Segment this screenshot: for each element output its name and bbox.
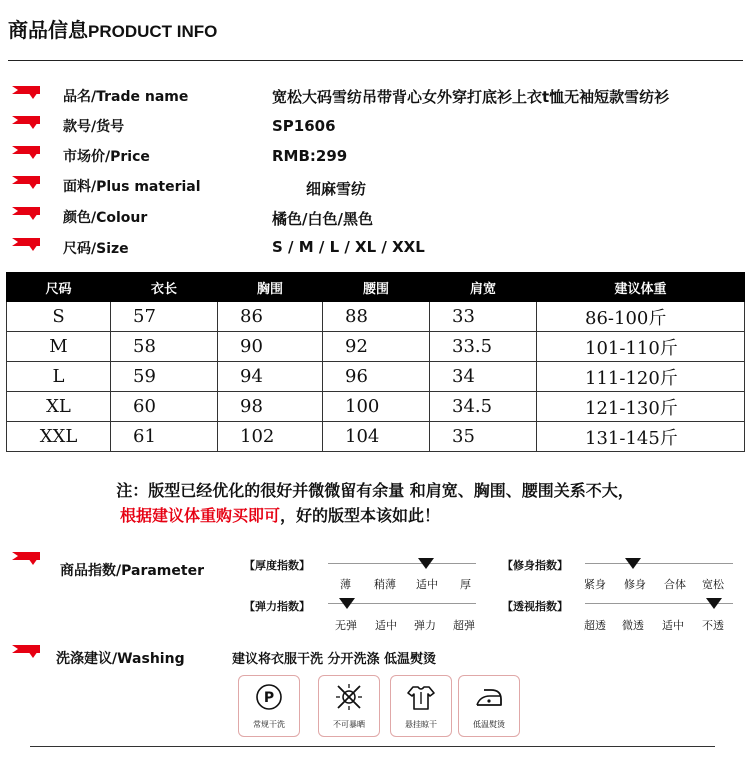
- table-cell: 33: [430, 302, 537, 332]
- transparency-indicator-icon: [706, 598, 722, 609]
- table-cell: 121-130斤: [537, 392, 745, 422]
- info-label-trade-name: 品名/Trade name: [63, 89, 189, 105]
- col-header-shoulder: 肩宽: [430, 273, 537, 302]
- elasticity-index-label: 【弹力指数】: [244, 600, 310, 613]
- fit-option: 宽松: [702, 578, 724, 591]
- table-cell: M: [7, 332, 111, 362]
- info-value-price: RMB:299: [272, 147, 348, 165]
- elasticity-option: 弹力: [414, 619, 436, 632]
- table-cell: 58: [111, 332, 218, 362]
- elasticity-indicator-icon: [339, 598, 355, 609]
- table-cell: 98: [218, 392, 323, 422]
- table-row: [7, 392, 745, 422]
- elasticity-option: 超弹: [453, 619, 475, 632]
- info-value-colour: 橘色/白色/黑色: [272, 210, 373, 228]
- table-cell: 60: [111, 392, 218, 422]
- red-flag-icon: [12, 238, 44, 252]
- table-cell: 111-120斤: [537, 362, 745, 392]
- info-value-style-no: SP1606: [272, 117, 336, 135]
- parameter-label: 商品指数/Parameter: [60, 563, 204, 579]
- thickness-indicator-icon: [418, 558, 434, 569]
- table-cell: 61: [111, 422, 218, 452]
- table-row: [7, 362, 745, 392]
- fit-indicator-icon: [625, 558, 641, 569]
- info-value-material: 细麻雪纺: [306, 180, 367, 198]
- info-label-material: 面料/Plus material: [63, 179, 201, 195]
- fit-option: 合体: [664, 578, 686, 591]
- table-row: [7, 332, 745, 362]
- size-table: [6, 272, 745, 452]
- info-label-style-no: 款号/货号: [63, 119, 125, 135]
- red-flag-icon: [12, 86, 44, 100]
- size-note-line1: 注：版型已经优化的很好并微微留有余量 和肩宽、胸围、腰围关系不大，: [116, 481, 634, 500]
- transparency-option: 适中: [662, 619, 684, 632]
- table-cell: XL: [7, 392, 111, 422]
- thickness-option: 适中: [416, 578, 438, 591]
- fit-index-bar: [585, 563, 733, 564]
- thickness-index-label: 【厚度指数】: [244, 559, 310, 572]
- no-sun-caption: 不可暴晒: [333, 720, 365, 729]
- info-value-trade-name: 宽松大码雪纺吊带背心女外穿打底衫上衣t恤无袖短款雪纺衫: [272, 88, 670, 106]
- table-cell: 35: [430, 422, 537, 452]
- size-table-header: [7, 273, 745, 302]
- table-cell: 34: [430, 362, 537, 392]
- info-value-size: S / M / L / XL / XXL: [272, 238, 425, 256]
- table-cell: 131-145斤: [537, 422, 745, 452]
- page-title: 商品信息PRODUCT INFO: [8, 18, 218, 42]
- col-header-waist: 腰围: [323, 273, 430, 302]
- info-label-colour: 颜色/Colour: [63, 210, 148, 226]
- red-flag-icon: [12, 146, 44, 160]
- table-cell: 57: [111, 302, 218, 332]
- table-cell: XXL: [7, 422, 111, 452]
- red-flag-icon: [12, 176, 44, 190]
- no-sun-icon: [318, 675, 380, 737]
- red-flag-icon: [12, 116, 44, 130]
- table-cell: 90: [218, 332, 323, 362]
- fit-index-label: 【修身指数】: [502, 559, 568, 572]
- elasticity-option: 适中: [375, 619, 397, 632]
- low-iron-caption: 低温熨烫: [473, 720, 505, 729]
- table-cell: 102: [218, 422, 323, 452]
- table-cell: 101-110斤: [537, 332, 745, 362]
- size-note-rest: ，好的版型本该如此！: [280, 506, 441, 525]
- red-flag-icon: [12, 207, 44, 221]
- washing-advice: 建议将衣服干洗 分开洗涤 低温熨烫: [232, 652, 437, 667]
- dry-clean-icon: [238, 675, 300, 737]
- table-cell: 86-100斤: [537, 302, 745, 332]
- table-row: [7, 302, 745, 332]
- hang-dry-caption: 悬挂晾干: [405, 720, 437, 729]
- table-cell: 100: [323, 392, 430, 422]
- elasticity-option: 无弹: [335, 619, 357, 632]
- thickness-index-bar: [328, 563, 476, 564]
- col-header-size: 尺码: [7, 273, 111, 302]
- table-cell: 34.5: [430, 392, 537, 422]
- transparency-option: 不透: [702, 619, 724, 632]
- size-note-line2: [120, 503, 440, 526]
- info-label-size: 尺码/Size: [63, 241, 129, 257]
- table-cell: S: [7, 302, 111, 332]
- info-label-price: 市场价/Price: [63, 149, 150, 165]
- table-cell: L: [7, 362, 111, 392]
- bottom-divider: [30, 746, 715, 747]
- table-row: [7, 422, 745, 452]
- col-header-bust: 胸围: [218, 273, 323, 302]
- title-divider: [8, 60, 743, 61]
- table-cell: 104: [323, 422, 430, 452]
- red-flag-icon: [12, 645, 44, 659]
- fit-option: 紧身: [584, 578, 606, 591]
- low-iron-icon: [458, 675, 520, 737]
- fit-option: 修身: [624, 578, 646, 591]
- red-flag-icon: [12, 552, 44, 566]
- table-cell: 86: [218, 302, 323, 332]
- transparency-index-label: 【透视指数】: [502, 600, 568, 613]
- hang-dry-icon: [390, 675, 452, 737]
- table-cell: 92: [323, 332, 430, 362]
- table-cell: 94: [218, 362, 323, 392]
- table-cell: 88: [323, 302, 430, 332]
- table-cell: 96: [323, 362, 430, 392]
- col-header-weight: 建议体重: [537, 273, 745, 302]
- table-cell: 33.5: [430, 332, 537, 362]
- table-cell: 59: [111, 362, 218, 392]
- transparency-option: 超透: [584, 619, 606, 632]
- thickness-option: 稍薄: [374, 578, 396, 591]
- washing-label: 洗涤建议/Washing: [56, 651, 185, 667]
- thickness-option: 厚: [460, 578, 471, 591]
- svg-text:P: P: [263, 690, 275, 706]
- dry-clean-caption: 常规干洗: [253, 720, 285, 729]
- col-header-length: 衣长: [111, 273, 218, 302]
- size-note-highlight: 根据建议体重购买即可: [120, 506, 281, 525]
- thickness-option: 薄: [340, 578, 351, 591]
- transparency-option: 微透: [622, 619, 644, 632]
